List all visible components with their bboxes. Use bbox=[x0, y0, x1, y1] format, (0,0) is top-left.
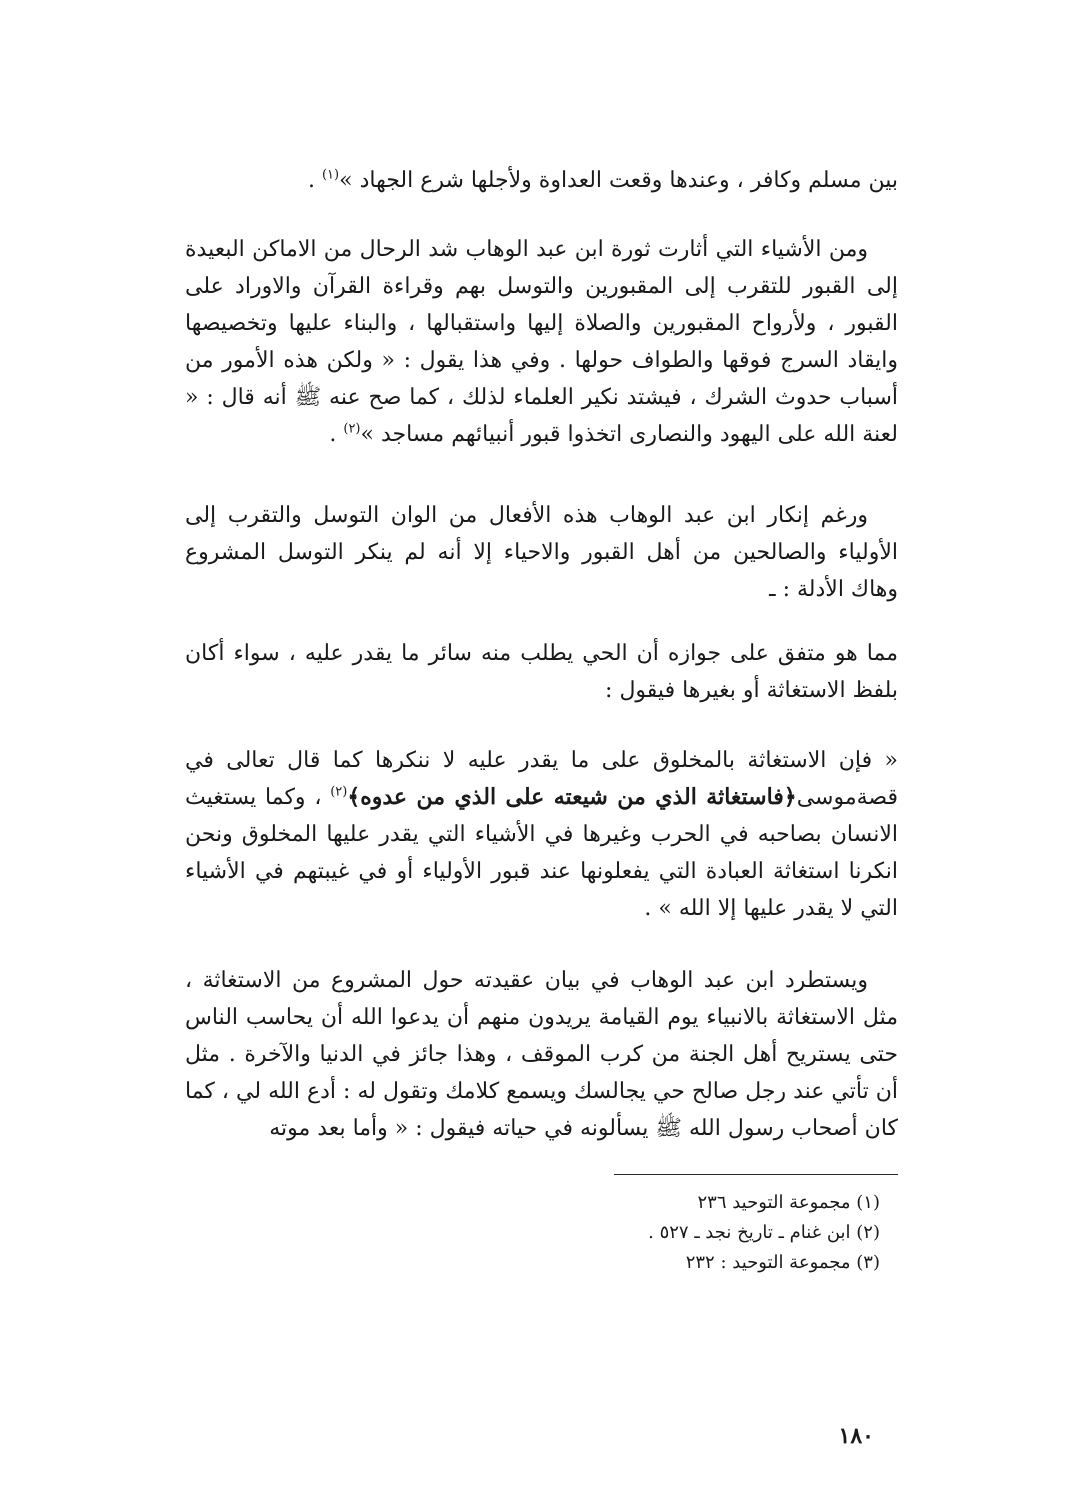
quran-quote: ﴿فاستغاثة الذي من شيعته على الذي من عدوه﴾ bbox=[347, 784, 797, 810]
paragraph-5 bbox=[185, 742, 898, 927]
footnote-separator bbox=[614, 1174, 898, 1175]
paragraph-2 bbox=[185, 231, 898, 453]
paragraph-2-text bbox=[185, 231, 898, 453]
paragraph-5-start: « فإن الاستغاثة بالمخلوق على ما يقدر عليه لا ننكرها كما قال تعالى في قصةموسى bbox=[185, 748, 898, 810]
footnote-ref-3: (٢) bbox=[330, 784, 348, 800]
paragraph-3 bbox=[185, 497, 898, 608]
paragraph-4-text: مما هو متفق على جوازه أن الحي يطلب منه سائر ما يقدر عليه ، سواء أكان بلفظ الاستغاثة أو بغيرها فيقول : bbox=[185, 641, 898, 703]
footnotes bbox=[300, 1188, 880, 1278]
paragraph-1 bbox=[185, 162, 898, 199]
paragraph-6-text: ويستطرد ابن عبد الوهاب في بيان عقيدته حول المشروع من الاستغاثة ، مثل الاستغاثة بالانبياء يوم القيامة يريدون منهم أن يدعوا الله أن يحاسب الناس حتى يستريح أهل الجنة من كرب الموقف ، وهذا جائز في الدنيا والآخرة . مثل أن تأتي عند رجل صالح حي يجالسك ويسمع كلامك وتقول له : أدع الله لي ، كما كان أصحاب رسول الله ﷺ يسألونه في حياته فيقول : « وأما بعد موته bbox=[185, 968, 898, 1141]
footnote-ref-2: (٢) bbox=[343, 421, 361, 437]
paragraph-4 bbox=[185, 635, 898, 709]
footnote-2: (٢) ابن غنام ـ تاريخ نجد ـ ٥٢٧ . bbox=[648, 1222, 880, 1243]
paragraph-1-body: بين مسلم وكافر ، وعندها وقعت العداوة ولأجلها شرع الجهاد » bbox=[339, 168, 898, 193]
footnote-3: (٣) مجموعة التوحيد : ٢٣٢ bbox=[685, 1252, 880, 1273]
paragraph-6 bbox=[185, 962, 898, 1147]
paragraph-1-text bbox=[185, 162, 898, 199]
footnote-ref-1: (١) bbox=[321, 167, 340, 183]
paragraph-1-end: . bbox=[307, 168, 322, 193]
paragraph-5-end: ، وكما يستغيث الانسان بصاحبه في الحرب وغيرها في الأشياء التي يقدر عليها المخلوق ونحن انكرنا استغاثة العبادة التي يفعلونها عند قبور الأولياء أو في غيبتهم في الأشياء التي لا يقدر عليها إلا الله » . bbox=[185, 785, 898, 921]
paragraph-3-text: ورغم إنكار ابن عبد الوهاب هذه الأفعال من الوان التوسل والتقرب إلى الأولياء والصالحين من أهل القبور والاحياء إلا أنه لم ينكر التوسل المشروع وهاك الأدلة : ـ bbox=[185, 503, 898, 602]
page-number: ١٨٠ bbox=[838, 1423, 874, 1449]
paragraph-2-body: ومن الأشياء التي أثارت ثورة ابن عبد الوهاب شد الرحال من الاماكن البعيدة إلى القبور للتقرب إلى المقبورين والتوسل بهم وقراءة القرآن والاوراد على القبور ، ولأرواح المقبورين والصلاة إليها واستقبالها ، والبناء عليها وتخصيصها وايقاد السرج فوقها والطواف حولها . وفي هذا يقول : « ولكن هذه الأمور من أسباب حدوث الشرك ، فيشتد نكير العلماء لذلك ، كما صح عنه ﷺ أنه قال : « لعنة الله على اليهود والنصارى اتخذوا قبور أنبيائهم مساجد » bbox=[185, 237, 898, 447]
paragraph-2-end: . bbox=[329, 422, 344, 447]
paragraph-5-text bbox=[185, 742, 898, 927]
footnote-1: (١) مجموعة التوحيد ٢٣٦ bbox=[697, 1192, 880, 1213]
